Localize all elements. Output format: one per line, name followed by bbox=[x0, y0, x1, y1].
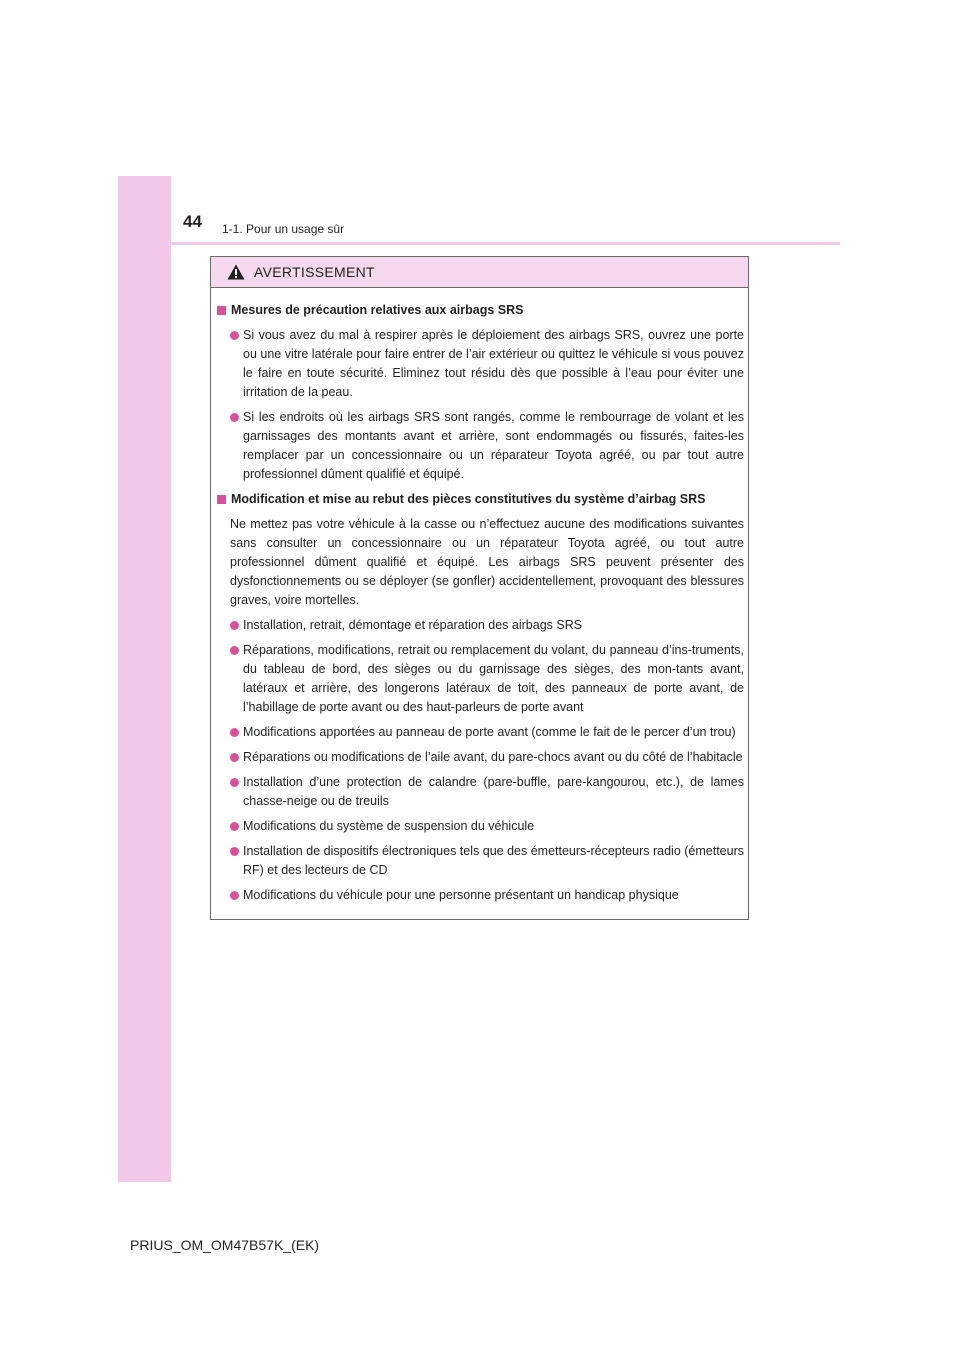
list-item bbox=[216, 616, 744, 635]
warning-header bbox=[211, 257, 748, 288]
round-bullet-icon bbox=[230, 646, 239, 655]
list-item bbox=[216, 748, 744, 767]
header-rule bbox=[118, 242, 840, 245]
page-number: 44 bbox=[183, 212, 202, 231]
list-item bbox=[216, 886, 744, 905]
warning-triangle-icon bbox=[227, 264, 245, 280]
round-bullet-icon bbox=[230, 778, 239, 787]
round-bullet-icon bbox=[230, 847, 239, 856]
round-bullet-icon bbox=[230, 891, 239, 900]
list-item bbox=[216, 723, 744, 742]
list-item-text: Modifications apportées au panneau de porte avant (comme le fait de le percer d’un trou) bbox=[243, 725, 736, 739]
heading-text: Mesures de précaution relatives aux airbags SRS bbox=[231, 303, 524, 317]
list-item bbox=[216, 817, 744, 836]
round-bullet-icon bbox=[230, 728, 239, 737]
list-item-text: Réparations, modifications, retrait ou remplacement du volant, du panneau d’ins-truments, du tableau de bord, des sièges ou du garnissage des sièges, des mon-tants avant, latéraux et arrière, des longerons latéraux de toit, des panneaux de porte avant, de l’habillage de porte avant ou des haut-parleurs de porte avant bbox=[243, 643, 744, 714]
list-item-text: Installation, retrait, démontage et réparation des airbags SRS bbox=[243, 618, 583, 632]
list-item bbox=[216, 326, 744, 402]
footer-doc-code: PRIUS_OM_OM47B57K_(EK) bbox=[130, 1237, 320, 1253]
list-item bbox=[216, 773, 744, 811]
round-bullet-icon bbox=[230, 753, 239, 762]
round-bullet-icon bbox=[230, 822, 239, 831]
warning-body bbox=[216, 301, 744, 905]
warning-title: AVERTISSEMENT bbox=[254, 264, 375, 280]
round-bullet-icon bbox=[230, 413, 239, 422]
list-item-text: Réparations ou modifications de l’aile avant, du pare-chocs avant ou du côté de l’habitacle bbox=[243, 750, 743, 764]
square-bullet-icon bbox=[217, 495, 226, 504]
list-item-text: Modifications du véhicule pour une personne présentant un handicap physique bbox=[243, 888, 679, 902]
section-heading-airbag-precautions bbox=[216, 301, 744, 320]
round-bullet-icon bbox=[230, 331, 239, 340]
section-title: 1-1. Pour un usage sûr bbox=[222, 222, 345, 236]
heading-text: Modification et mise au rebut des pièces constitutives du système d’airbag SRS bbox=[231, 492, 706, 506]
list-item-text: Si vous avez du mal à respirer après le déploiement des airbags SRS, ouvrez une porte ou une vitre latérale pour faire entrer de l’air extérieur ou quittez le véhicule si vous pouvez le faire en toute sécurité. Eliminez tout résidu dès que possible à l’eau pour éviter une irritation de la peau. bbox=[243, 328, 744, 399]
section-heading-modification-disposal bbox=[216, 490, 744, 509]
warning-box bbox=[210, 256, 749, 920]
list-item-text: Installation de dispositifs électroniques tels que des émetteurs-récepteurs radio (émetteurs RF) et des lecteurs de CD bbox=[243, 844, 744, 877]
round-bullet-icon bbox=[230, 621, 239, 630]
list-item-text: Installation d’une protection de calandre (pare-buffle, pare-kangourou, etc.), de lames chasse-neige ou de treuils bbox=[243, 775, 744, 808]
square-bullet-icon bbox=[217, 306, 226, 315]
list-item bbox=[216, 408, 744, 484]
list-item-text: Modifications du système de suspension du véhicule bbox=[243, 819, 535, 833]
intro-paragraph: Ne mettez pas votre véhicule à la casse ou n’effectuez aucune des modifications suivantes sans consulter un concessionnaire ou un réparateur Toyota agréé, ou tout autre professionnel dûment qualifié et équipé. Les airbags SRS peuvent présenter des dysfonctionnements ou se déployer (se gonfler) accidentellement, provoquant des blessures graves, voire mortelles. bbox=[230, 517, 744, 607]
list-item-text: Si les endroits où les airbags SRS sont rangés, comme le rembourrage de volant et les garnissages des montants avant et arrière, sont endommagés ou fissurés, faites-les remplacer par un concessionnaire ou un réparateur Toyota agréé, ou par tout autre professionnel dûment qualifié et équipé. bbox=[243, 410, 744, 481]
list-item bbox=[216, 842, 744, 880]
list-item bbox=[216, 641, 744, 717]
side-band bbox=[118, 176, 171, 1182]
